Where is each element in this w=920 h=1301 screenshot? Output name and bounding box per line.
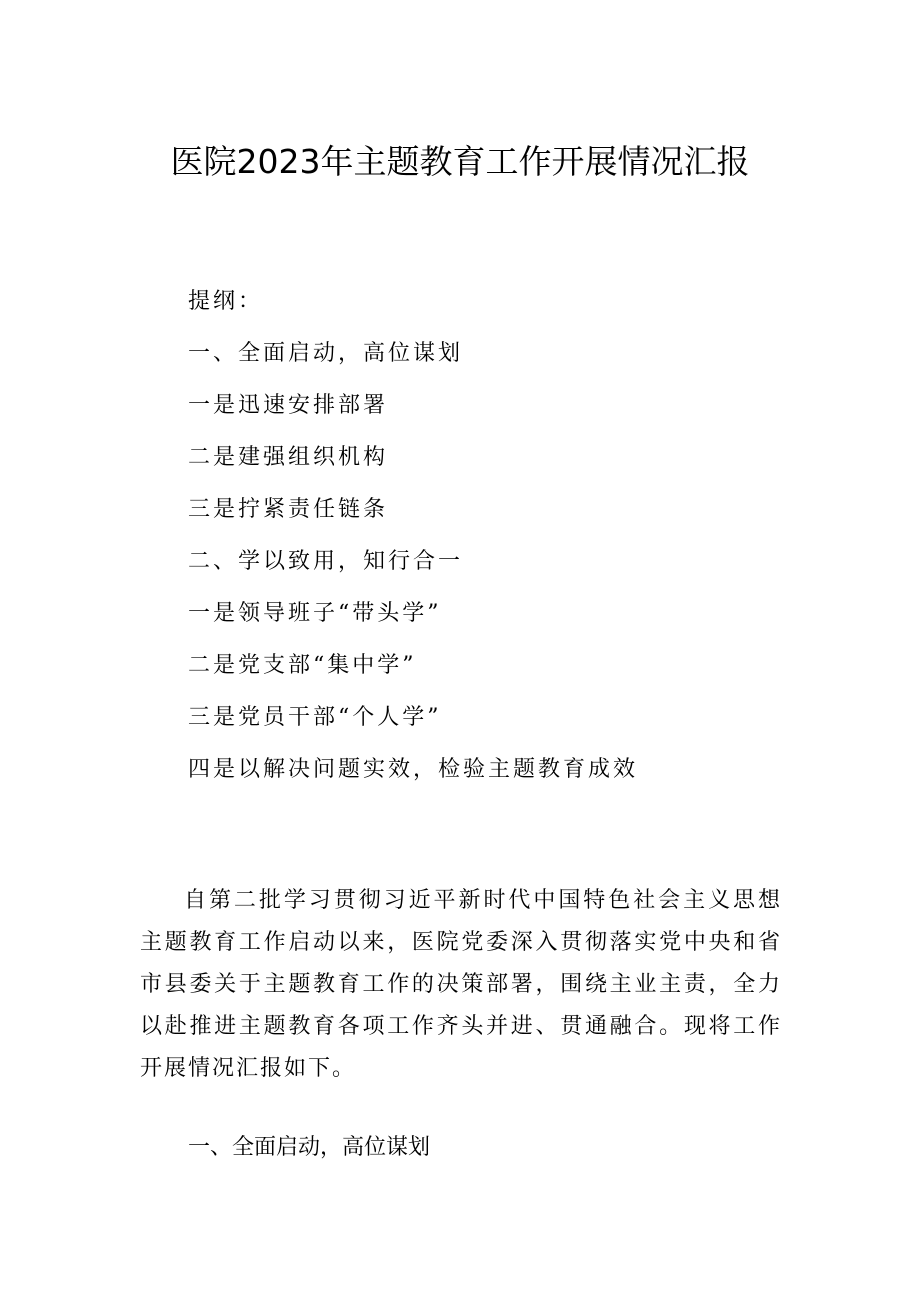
outline-item: 二、学以致用，知行合一 [188,549,464,574]
outline-item: 二是建强组织机构 [188,445,389,470]
outline-label: 提纲： [188,289,264,314]
section-heading: 一、全面启动，高位谋划 [188,1135,431,1160]
outline-item: 二是党支部“集中学” [188,653,417,678]
document-title: 医院2023年主题教育工作开展情况汇报 [170,142,750,181]
outline-item: 一、全面启动，高位谋划 [188,341,464,366]
outline-item: 一是领导班子“带头学” [188,601,442,626]
outline-item: 三是拧紧责任链条 [188,497,389,522]
outline-item: 三是党员干部“个人学” [188,705,442,730]
outline-list [188,276,788,796]
outline-item: 一是迅速安排部署 [188,393,389,418]
intro-paragraph: 自第二批学习贯彻习近平新时代中国特色社会主义思想主题教育工作启动以来，医院党委深入贯彻落实党中央和省市县委关于主题教育工作的决策部署，围绕主业主责，全力以赴推进主题教育各项工作齐头并进、贯通融合。现将工作开展情况汇报如下。 [140,888,782,1081]
outline-item: 四是以解决问题实效，检验主题教育成效 [188,757,639,782]
